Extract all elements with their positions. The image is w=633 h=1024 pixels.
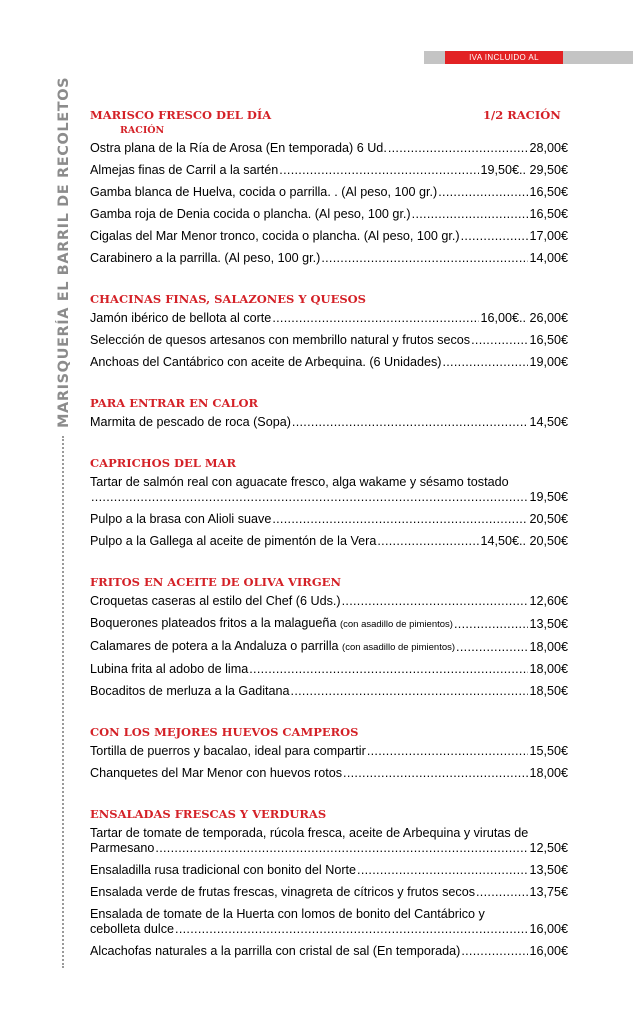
menu-item-price: 14,00€ xyxy=(529,251,568,265)
restaurant-name-vertical: MARISQUERÍA EL BARRIL DE RECOLETOS xyxy=(56,76,72,428)
dot-leader xyxy=(388,141,529,156)
menu-item-name: Tartar de tomate de temporada, rúcola fresca, aceite de Arbequina y virutas de xyxy=(90,826,529,840)
menu-item-name-text: Gamba blanca de Huelva, cocida o parrilla. . (Al peso, 100 gr.) xyxy=(90,185,438,199)
half-portion-header: 1/2 RACIÓN xyxy=(483,108,561,122)
menu-item-name-text: Ensalada verde de frutas frescas, vinagreta de cítricos y frutos secos xyxy=(90,885,475,899)
menu-item-price: 16,50€ xyxy=(529,185,568,199)
menu-content xyxy=(90,106,568,983)
menu-item-name xyxy=(90,534,376,549)
iva-label: IVA INCLUIDO AL xyxy=(445,51,563,64)
menu-item-name-text: Lubina frita al adobo de lima xyxy=(90,662,249,676)
dot-leader xyxy=(272,311,479,326)
menu-item xyxy=(90,823,568,860)
menu-item-name xyxy=(90,207,411,222)
menu-section xyxy=(90,723,568,785)
dot-leader xyxy=(357,863,528,878)
menu-item-name xyxy=(90,885,475,900)
menu-item-price: 18,50€ xyxy=(529,684,568,698)
menu-item xyxy=(90,763,568,785)
dot-leader xyxy=(292,415,529,430)
dot-leader xyxy=(377,534,479,549)
dot-leader xyxy=(438,185,528,200)
section-title-text: FRITOS EN ACEITE DE OLIVA VIRGEN xyxy=(90,575,341,589)
menu-item xyxy=(90,681,568,703)
menu-item xyxy=(90,472,568,509)
dot-leader xyxy=(249,662,528,677)
menu-item-price: 15,50€ xyxy=(529,744,568,758)
menu-item xyxy=(90,741,568,763)
menu-item-price: 19,00€ xyxy=(529,355,568,369)
menu-item-name-text: Anchoas del Cantábrico con aceite de Arbequina. (6 Unidades) xyxy=(90,355,442,369)
menu-item xyxy=(90,412,568,434)
menu-section xyxy=(90,106,568,270)
dot-leader xyxy=(343,766,528,781)
menu-item xyxy=(90,591,568,613)
menu-item-name-text: Bocaditos de merluza a la Gaditana xyxy=(90,684,290,698)
menu-item-name xyxy=(90,863,356,878)
dot-leader xyxy=(342,594,529,609)
menu-item-name xyxy=(90,684,290,699)
dot-leader xyxy=(461,229,529,244)
menu-item-name xyxy=(90,163,278,178)
menu-item-name-text: Almejas finas de Carril a la sartén xyxy=(90,163,279,177)
dot-leader xyxy=(279,163,479,178)
menu-section xyxy=(90,805,568,963)
menu-item xyxy=(90,308,568,330)
dot-leader xyxy=(155,841,528,856)
menu-item-name-text: Pulpo a la brasa con Alioli suave xyxy=(90,512,272,526)
menu-item-name-text: Chanquetes del Mar Menor con huevos rotos xyxy=(90,766,343,780)
dot-leader xyxy=(321,251,528,266)
menu-item-price: 19,50€.. 29,50€ xyxy=(480,163,568,177)
section-title xyxy=(90,454,568,472)
menu-item-name xyxy=(90,229,460,244)
section-title xyxy=(90,394,568,412)
menu-item-price: 28,00€ xyxy=(529,141,568,155)
menu-item-name-text: Boquerones plateados fritos a la malagueña xyxy=(90,616,337,630)
menu-item-price: 14,50€ xyxy=(529,415,568,429)
menu-item xyxy=(90,160,568,182)
menu-item xyxy=(90,330,568,352)
section-title xyxy=(90,290,568,308)
menu-item-price: 13,75€ xyxy=(529,885,568,899)
menu-item-name-text: Alcachofas naturales a la parrilla con cristal de sal (En temporada) xyxy=(90,944,461,958)
menu-item-name-text: Ensaladilla rusa tradicional con bonito del Norte xyxy=(90,863,357,877)
menu-item-name xyxy=(90,944,460,959)
menu-item-price: 18,00€ xyxy=(529,766,568,780)
menu-item-price: 12,50€ xyxy=(529,841,568,855)
portion-header: RACIÓN xyxy=(120,125,165,136)
section-title xyxy=(90,573,568,591)
menu-item-name xyxy=(90,251,320,266)
dot-leader xyxy=(412,207,529,222)
menu-item-name-text: Selección de quesos artesanos con membrillo natural y frutos secos xyxy=(90,333,471,347)
menu-item xyxy=(90,509,568,531)
menu-item-price: 16,00€ xyxy=(529,944,568,958)
menu-item-name xyxy=(90,355,441,370)
menu-item xyxy=(90,941,568,963)
menu-item-name-text: Marmita de pescado de roca (Sopa) xyxy=(90,415,291,429)
menu-section xyxy=(90,573,568,703)
menu-item-name-text: Tortilla de puerros y bacalao, ideal para compartir xyxy=(90,744,366,758)
menu-item-name-text: Carabinero a la parrilla. (Al peso, 100 gr.) xyxy=(90,251,321,265)
sidebar xyxy=(52,76,76,968)
menu-item-name-text: Cigalas del Mar Menor tronco, cocida o plancha. (Al peso, 100 gr.) xyxy=(90,229,460,243)
menu-item xyxy=(90,636,568,659)
menu-item xyxy=(90,531,568,553)
menu-item-name-text: Jamón ibérico de bellota al corte xyxy=(90,311,272,325)
menu-item-name xyxy=(90,594,341,609)
menu-item-price: 16,00€ xyxy=(529,922,568,936)
dot-leader xyxy=(442,355,528,370)
menu-item-price: 14,50€.. 20,50€ xyxy=(480,534,568,548)
menu-item-name xyxy=(90,415,291,430)
section-title-text: ENSALADAS FRESCAS Y VERDURAS xyxy=(90,807,327,821)
menu-item-price: 16,50€ xyxy=(529,207,568,221)
section-title-text: PARA ENTRAR EN CALOR xyxy=(90,396,259,410)
menu-item-name: Ensalada de tomate de la Huerta con lomos de bonito del Cantábrico y xyxy=(90,907,485,921)
iva-banner xyxy=(424,51,633,64)
menu-item xyxy=(90,882,568,904)
menu-item xyxy=(90,352,568,374)
dotted-divider xyxy=(62,436,64,968)
menu-item-price: 18,00€ xyxy=(529,662,568,676)
dot-leader xyxy=(91,490,528,505)
menu-item-price: 20,50€ xyxy=(529,512,568,526)
menu-item-price: 13,50€ xyxy=(529,863,568,877)
menu-item-price: 16,50€ xyxy=(529,333,568,347)
menu-item-price: 12,60€ xyxy=(529,594,568,608)
menu-item-price: 17,00€ xyxy=(529,229,568,243)
menu-item-name-text: Pulpo a la Gallega al aceite de pimentón de la Vera xyxy=(90,534,377,548)
menu-item xyxy=(90,182,568,204)
menu-item xyxy=(90,226,568,248)
menu-item xyxy=(90,204,568,226)
menu-item-name: Tartar de salmón real con aguacate fresco, alga wakame y sésamo tostado xyxy=(90,475,509,489)
section-title xyxy=(90,805,568,823)
dot-leader xyxy=(291,684,529,699)
dot-leader xyxy=(272,512,528,527)
menu-item-price: 18,00€ xyxy=(529,640,568,654)
menu-item xyxy=(90,659,568,681)
menu-item-name xyxy=(90,512,271,527)
menu-item xyxy=(90,860,568,882)
menu-item xyxy=(90,138,568,160)
menu-item-name xyxy=(90,185,437,200)
dot-leader xyxy=(461,944,528,959)
menu-item-name xyxy=(90,333,470,348)
section-title xyxy=(90,723,568,741)
section-title-text: MARISCO FRESCO DEL DÍA xyxy=(90,108,272,122)
dot-leader xyxy=(454,617,529,632)
dot-leader xyxy=(476,885,528,900)
dot-leader xyxy=(456,640,528,655)
menu-item-name-text: Croquetas caseras al estilo del Chef (6 Uds.) xyxy=(90,594,341,608)
menu-item-name-text: Gamba roja de Denia cocida o plancha. (Al peso, 100 gr.) xyxy=(90,207,411,221)
menu-item-name-text: Calamares de potera a la Andaluza o parrilla xyxy=(90,639,339,653)
menu-item xyxy=(90,904,568,941)
dot-leader xyxy=(471,333,528,348)
menu-item-name xyxy=(90,639,455,655)
section-title xyxy=(90,106,568,124)
menu-item-name xyxy=(90,311,271,326)
dot-leader xyxy=(175,922,528,937)
menu-item xyxy=(90,613,568,636)
section-title-text: CAPRICHOS DEL MAR xyxy=(90,456,237,470)
menu-item xyxy=(90,248,568,270)
menu-item-name xyxy=(90,744,366,759)
menu-item-note: (con asadillo de pimientos) xyxy=(339,619,453,630)
section-title-text: CHACINAS FINAS, SALAZONES Y QUESOS xyxy=(90,292,366,306)
menu-section xyxy=(90,454,568,553)
menu-item-name-text: Ostra plana de la Ría de Arosa (En temporada) 6 Ud. xyxy=(90,141,387,155)
dot-leader xyxy=(367,744,529,759)
menu-item-name-continued: Parmesano xyxy=(90,841,155,855)
menu-item-name xyxy=(90,141,387,156)
section-title-text: CON LOS MEJORES HUEVOS CAMPEROS xyxy=(90,725,359,739)
menu-section xyxy=(90,290,568,374)
menu-item-name xyxy=(90,766,342,781)
menu-item-price: 13,50€ xyxy=(529,617,568,631)
menu-item-name-continued: cebolleta dulce xyxy=(90,922,175,936)
menu-item-price: 19,50€ xyxy=(529,490,568,504)
menu-item-name xyxy=(90,662,248,677)
menu-section xyxy=(90,394,568,434)
menu-item-name xyxy=(90,616,453,632)
menu-item-price: 16,00€.. 26,00€ xyxy=(480,311,568,325)
menu-item-note: (con asadillo de pimientos) xyxy=(342,642,456,653)
